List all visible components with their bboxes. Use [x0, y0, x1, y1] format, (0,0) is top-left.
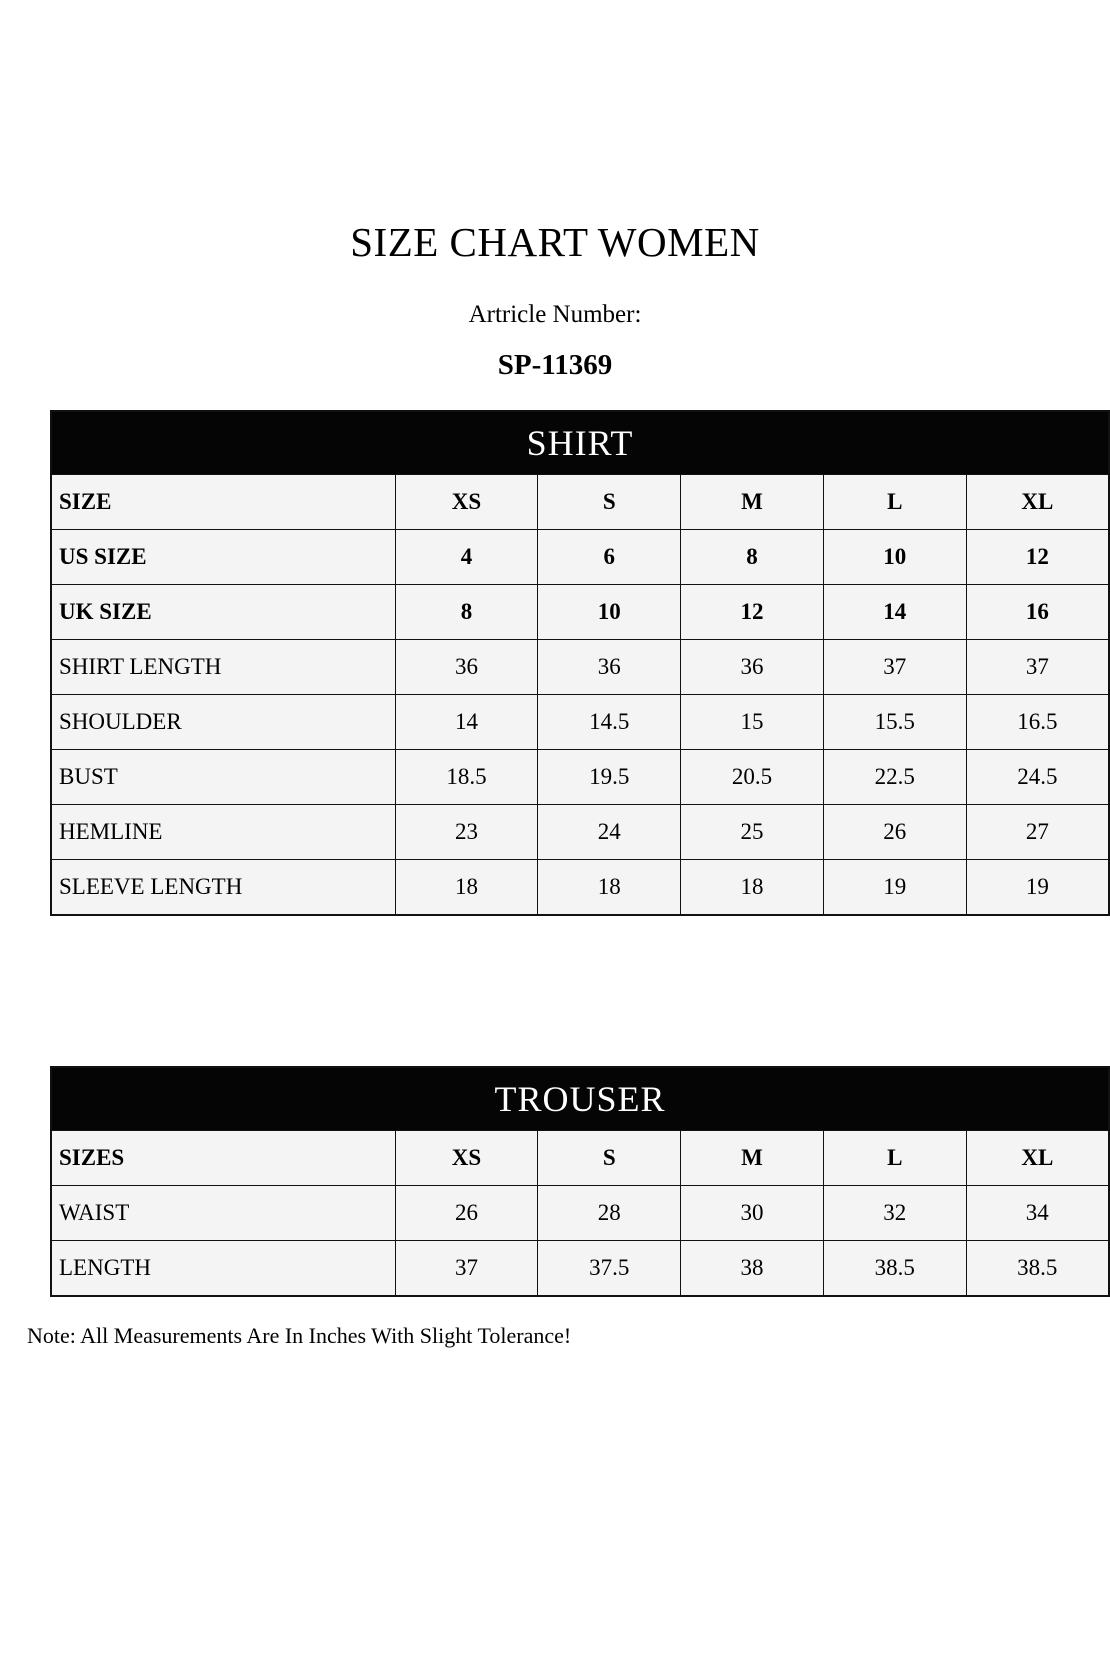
table-row — [51, 1241, 1109, 1297]
shirt-cell: 8 — [395, 585, 538, 640]
shirt-banner-row — [51, 411, 1109, 475]
table-row — [51, 585, 1109, 640]
trouser-cell: 28 — [538, 1186, 681, 1241]
shirt-cell: 15.5 — [823, 695, 966, 750]
shirt-cell: 24.5 — [966, 750, 1109, 805]
shirt-banner-cell: SHIRT — [51, 411, 1109, 475]
shirt-cell: 18 — [681, 860, 824, 916]
shirt-cell: 12 — [681, 585, 824, 640]
shirt-cell: L — [823, 475, 966, 530]
shirt-cell: 27 — [966, 805, 1109, 860]
trouser-table-container — [25, 1066, 1085, 1297]
shirt-row-label: SHOULDER — [51, 695, 395, 750]
shirt-cell: S — [538, 475, 681, 530]
trouser-cell: 34 — [966, 1186, 1109, 1241]
shirt-cell: 23 — [395, 805, 538, 860]
trouser-cell: L — [823, 1131, 966, 1186]
table-row — [51, 475, 1109, 530]
shirt-cell: 25 — [681, 805, 824, 860]
shirt-row-label: SLEEVE LENGTH — [51, 860, 395, 916]
shirt-table-container — [25, 380, 1085, 916]
shirt-cell: 36 — [681, 640, 824, 695]
shirt-cell: 14.5 — [538, 695, 681, 750]
shirt-cell: 22.5 — [823, 750, 966, 805]
shirt-cell: 10 — [823, 530, 966, 585]
shirt-cell: 19.5 — [538, 750, 681, 805]
trouser-cell: M — [681, 1131, 824, 1186]
trouser-cell: S — [538, 1131, 681, 1186]
shirt-cell: 18.5 — [395, 750, 538, 805]
shirt-row-label: HEMLINE — [51, 805, 395, 860]
shirt-cell: 4 — [395, 530, 538, 585]
shirt-cell: 10 — [538, 585, 681, 640]
trouser-cell: 32 — [823, 1186, 966, 1241]
shirt-cell: 24 — [538, 805, 681, 860]
trouser-cell: 38 — [681, 1241, 824, 1297]
shirt-cell: 14 — [823, 585, 966, 640]
shirt-row-label: SHIRT LENGTH — [51, 640, 395, 695]
shirt-row-label: BUST — [51, 750, 395, 805]
shirt-cell: 18 — [538, 860, 681, 916]
shirt-row-label: SIZE — [51, 475, 395, 530]
trouser-cell: 38.5 — [966, 1241, 1109, 1297]
shirt-cell: 26 — [823, 805, 966, 860]
table-row — [51, 530, 1109, 585]
trouser-size-table — [50, 1066, 1110, 1297]
shirt-cell: 19 — [823, 860, 966, 916]
shirt-cell: 20.5 — [681, 750, 824, 805]
page-title: SIZE CHART WOMEN — [350, 219, 760, 265]
shirt-row-label: UK SIZE — [51, 585, 395, 640]
table-row — [51, 1131, 1109, 1186]
shirt-cell: 36 — [395, 640, 538, 695]
table-row — [51, 860, 1109, 916]
shirt-cell: 18 — [395, 860, 538, 916]
table-row — [51, 640, 1109, 695]
table-row — [51, 695, 1109, 750]
trouser-cell: 38.5 — [823, 1241, 966, 1297]
shirt-cell: 14 — [395, 695, 538, 750]
trouser-cell: 26 — [395, 1186, 538, 1241]
shirt-size-table — [50, 410, 1110, 916]
trouser-banner-row — [51, 1067, 1109, 1131]
table-spacer — [0, 916, 1110, 1066]
article-number-label: Artricle Number: — [468, 301, 642, 328]
trouser-cell: XS — [395, 1131, 538, 1186]
shirt-row-label: US SIZE — [51, 530, 395, 585]
trouser-cell: 30 — [681, 1186, 824, 1241]
measurement-note: Note: All Measurements Are In Inches With Slight Tolerance! — [27, 1323, 572, 1348]
shirt-cell: XS — [395, 475, 538, 530]
article-number-value: SP-11369 — [497, 349, 613, 381]
trouser-row-label: LENGTH — [51, 1241, 395, 1297]
trouser-row-label: SIZES — [51, 1131, 395, 1186]
trouser-cell: 37.5 — [538, 1241, 681, 1297]
shirt-cell: 37 — [823, 640, 966, 695]
shirt-cell: 37 — [966, 640, 1109, 695]
trouser-cell: 37 — [395, 1241, 538, 1297]
trouser-banner-cell: TROUSER — [51, 1067, 1109, 1131]
table-row — [51, 750, 1109, 805]
table-row — [51, 1186, 1109, 1241]
shirt-cell: 12 — [966, 530, 1109, 585]
shirt-cell: 19 — [966, 860, 1109, 916]
shirt-cell: 16.5 — [966, 695, 1109, 750]
table-row — [51, 805, 1109, 860]
shirt-cell: M — [681, 475, 824, 530]
trouser-cell: XL — [966, 1131, 1109, 1186]
shirt-cell: 15 — [681, 695, 824, 750]
shirt-cell: XL — [966, 475, 1109, 530]
trouser-row-label: WAIST — [51, 1186, 395, 1241]
shirt-cell: 16 — [966, 585, 1109, 640]
shirt-cell: 6 — [538, 530, 681, 585]
shirt-cell: 36 — [538, 640, 681, 695]
shirt-cell: 8 — [681, 530, 824, 585]
